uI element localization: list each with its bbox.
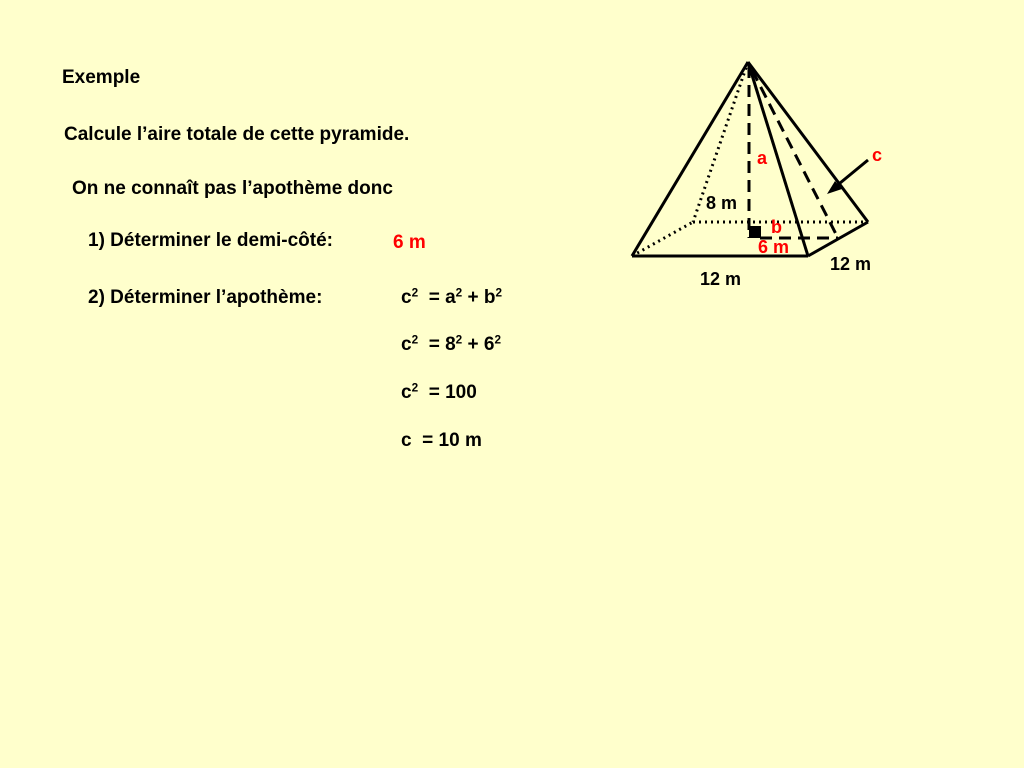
label-c: c bbox=[872, 145, 883, 165]
equation-line-4: c = 10 m bbox=[401, 430, 482, 451]
equation-line-3: $c^2 = 100$ bbox=[401, 381, 477, 403]
apothem-arrow bbox=[834, 160, 868, 188]
step1-answer: 6 m bbox=[393, 232, 426, 253]
equation-line-2: $c^2 = 8^2 + 6^2$ bbox=[401, 333, 501, 355]
label-side-edge: 12 m bbox=[830, 254, 872, 274]
task-statement: Calcule l’aire totale de cette pyramide. bbox=[64, 124, 410, 145]
label-height: 8 m bbox=[706, 193, 738, 213]
label-b: b bbox=[771, 217, 782, 237]
label-half-side: 6 m bbox=[758, 237, 790, 257]
intro-statement: On ne connaît pas l’apothème donc bbox=[72, 178, 393, 199]
step2-label: 2) Déterminer l’apothème: bbox=[88, 287, 323, 308]
lateral-edge-right bbox=[748, 62, 868, 222]
equation-line-1: $c^2 = a^2 + b^2$ bbox=[401, 286, 503, 308]
lateral-edge-left bbox=[632, 62, 748, 256]
step1-label: 1) Déterminer le demi-côté: bbox=[88, 230, 333, 251]
label-front-edge: 12 m bbox=[700, 269, 742, 289]
slide-heading: Exemple bbox=[62, 67, 141, 88]
label-a: a bbox=[757, 148, 768, 168]
